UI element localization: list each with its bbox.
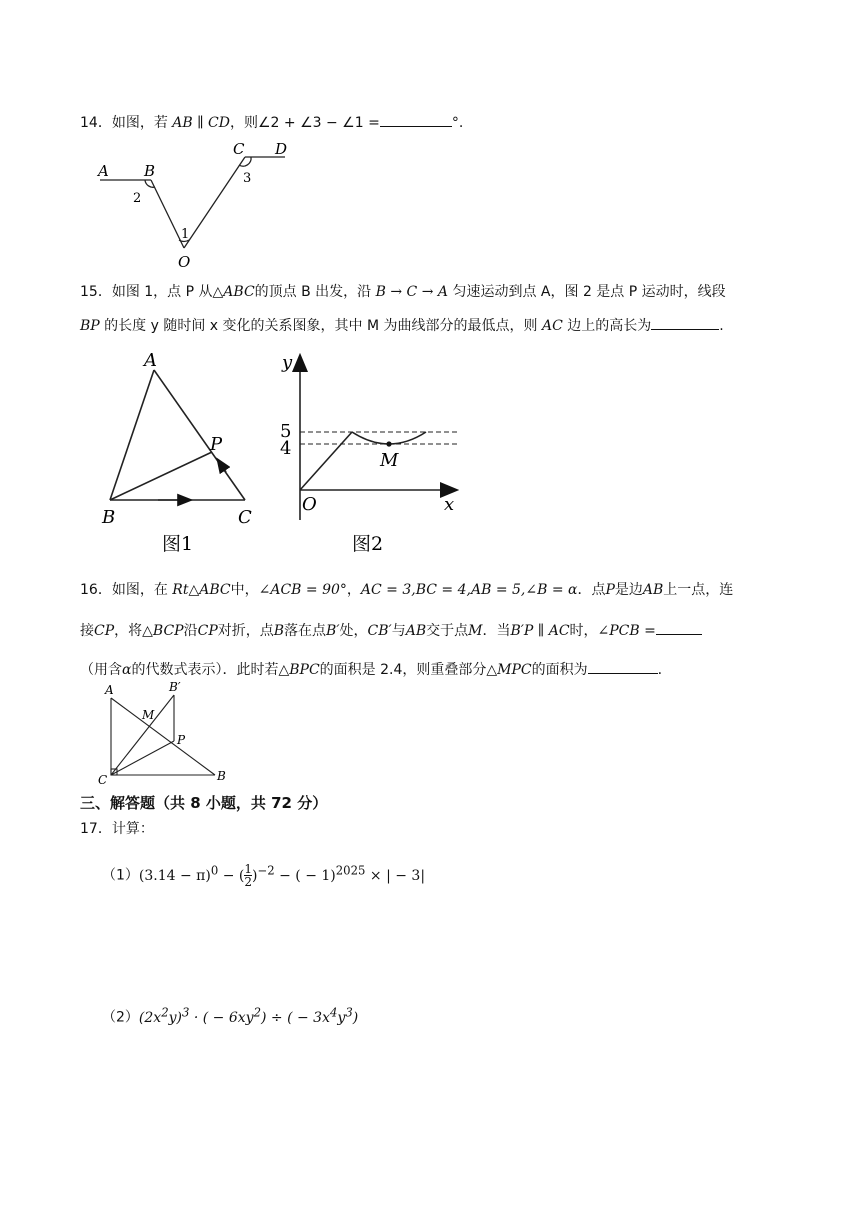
q17-p2-b: y) [168, 1009, 182, 1026]
q15-fig2-point-m [386, 441, 391, 446]
q14-number: 14． [80, 115, 112, 131]
q14-figure [95, 140, 295, 270]
q15-fig1-label-p: P [210, 434, 223, 455]
q17-part-2 [102, 1002, 358, 1028]
q16-l2-cb-prime: CB′ [367, 623, 392, 639]
q15-figure-2 [272, 348, 472, 558]
q16-fig-label-p: P [177, 733, 186, 747]
q15-l2-a: 的长度 y 随时间 x 变化的关系图象，其中 M 为曲线部分的最低点，则 [104, 318, 538, 334]
q16-l1-lengths: AC = 3,BC = 4,AB = 5,∠B = α [360, 582, 578, 598]
q14-label-b: B [144, 162, 156, 180]
q16-l2-ab: AB [405, 623, 427, 639]
q15-l1-path: B → C → A [375, 284, 449, 300]
q17-part-1 [102, 860, 425, 888]
q17-title-text: 计算： [111, 821, 154, 837]
q17-p2-a: (2x [138, 1009, 162, 1026]
q16-l3-mpc: MPC [497, 662, 532, 678]
q15-fig2-caption: 图2 [352, 533, 384, 555]
q15-fig2-label-o: O [302, 494, 317, 515]
q16-fig-label-b-prime: B′ [169, 680, 181, 694]
q15-line-1 [80, 282, 726, 302]
q16-l1-a: 如图，在 [111, 582, 168, 598]
q16-line-3 [80, 659, 662, 680]
q17-p1-a: (3.14 − π) [138, 867, 211, 884]
q17-p2-d: ) ÷ ( − 3x [260, 1009, 330, 1026]
q16-l2-c: 沿 [183, 623, 198, 639]
q14-math-ab-cd: AB ∥ CD [172, 115, 230, 131]
q15-fig1-caption: 图1 [162, 533, 194, 555]
q15-l2-b: 边上的高长为 [567, 318, 652, 334]
q15-l2-end: . [719, 318, 724, 334]
section-3-heading: 三、解答题（共 8 小题，共 72 分） [80, 794, 328, 812]
q15-fig1-label-c: C [238, 507, 252, 528]
q17-p1-exp0: 0 [210, 863, 219, 877]
q16-l2-parallel: B′P ∥ AC [510, 623, 570, 639]
q16-l2-a: 接 [80, 623, 94, 639]
q16-l2-bcp: BCP [152, 623, 184, 639]
q16-fig-label-c: C [98, 773, 108, 787]
q16-l3-alpha: α [122, 662, 132, 678]
q17-p1-expr [138, 862, 426, 890]
q16-l3-b: 的代数式表示）．此时若△ [131, 662, 290, 678]
q16-l3-end: . [657, 662, 663, 678]
q14-angle-2: 2 [133, 191, 142, 206]
q16-l2-f: 处， [339, 623, 368, 639]
q16-l1-e: ．点 [577, 582, 606, 598]
q15-fig2-tick-4: 4 [280, 438, 292, 459]
q17-p1-exp-neg2: −2 [257, 863, 275, 877]
q17-p2-expr [138, 1005, 359, 1026]
q16-l2-m: M [468, 623, 483, 639]
q16-l2-h: 交于点 [426, 623, 469, 639]
q16-fig-label-b: B [217, 769, 226, 783]
q16-answer-blank-1[interactable] [656, 620, 702, 635]
q16-fig-label-a: A [105, 683, 114, 697]
q16-fig-label-m: M [142, 708, 155, 722]
q14-label-o: O [178, 253, 191, 271]
q16-l2-b-prime: B′ [326, 623, 340, 639]
q16-l3-d: 的面积为 [531, 662, 588, 678]
q17-p2-c: · ( − 6xy [189, 1009, 254, 1026]
q16-answer-blank-2[interactable] [588, 659, 658, 674]
q16-l2-i: ．当 [482, 623, 511, 639]
q14-end: °. [451, 115, 464, 131]
q16-l3-a: （用含 [80, 662, 122, 678]
q17-title [80, 819, 154, 839]
q16-l2-cp2: CP [197, 623, 218, 639]
q16-l1-d: ， [346, 582, 361, 598]
q17-p1-exp2025: 2025 [335, 863, 366, 877]
q17-p1-frac-den: 2 [244, 875, 253, 890]
q16-l1-b: △ [188, 582, 200, 598]
q17-p1-fraction [244, 863, 252, 888]
q16-l2-g: 与 [391, 623, 406, 639]
q14-angle-1: 1 [181, 227, 190, 242]
q15-l2-bp: BP [80, 318, 100, 334]
q16-l1-g: 上一点，连 [663, 582, 734, 598]
q17-p2-label: （2） [102, 1009, 139, 1026]
q14-text-b: ，则∠2 + ∠3 − ∠1 = [229, 115, 380, 131]
q16-l2-j: 时， [569, 623, 598, 639]
q17-number: 17． [80, 821, 112, 837]
q15-fig2-tick-5: 5 [280, 421, 292, 442]
q16-l3-c: 的面积是 2.4，则重叠部分△ [319, 662, 498, 678]
q14-angle-3: 3 [243, 171, 252, 186]
q15-fig2-label-x: x [444, 494, 455, 515]
q16-l2-b-point: B [273, 623, 285, 639]
q14-text [80, 112, 463, 133]
q17-p1-e: × | − 3| [365, 867, 426, 884]
q15-fig1-label-b: B [102, 507, 116, 528]
q15-l2-ac: AC [541, 318, 563, 334]
q17-p1-label: （1） [102, 867, 139, 884]
q16-l1-c: 中， [230, 582, 259, 598]
q14-label-d: D [275, 140, 288, 158]
q16-l1-angle: ∠ACB = 90° [258, 582, 347, 598]
q15-fig1-label-a: A [144, 350, 157, 371]
q15-l1-b: 的顶点 B 出发，沿 [254, 284, 372, 300]
q16-l2-pcb: ∠PCB = [597, 623, 656, 639]
q17-p2-e5: 3 [345, 1005, 353, 1019]
q17-p2-e1: 2 [161, 1005, 169, 1019]
q16-l1-f: 是边 [614, 582, 643, 598]
q17-p2-f: y [337, 1009, 346, 1026]
q16-l2-cp: CP [94, 623, 115, 639]
q16-l2-e: 落在点 [284, 623, 327, 639]
q17-p2-e4: 4 [329, 1005, 338, 1019]
q16-l2-d: 对折，点 [217, 623, 274, 639]
q15-l1-c: 匀速运动到点 A，图 2 是点 P 运动时，线段 [452, 284, 726, 300]
q16-l3-bpc: BPC [289, 662, 320, 678]
q16-number: 16． [80, 582, 112, 598]
q15-l1-abc: ABC [223, 284, 255, 300]
q16-l1-ab: AB [642, 582, 664, 598]
q16-figure [94, 678, 244, 788]
q17-p2-g: ) [352, 1009, 359, 1026]
q16-l1-p: P [605, 582, 615, 598]
q17-p1-d: − ( − 1) [274, 867, 336, 884]
q15-line-2 [80, 315, 724, 336]
q14-label-a: A [98, 162, 109, 180]
q16-l2-b: ，将△ [114, 623, 153, 639]
q15-answer-blank[interactable] [651, 315, 719, 330]
q14-answer-blank[interactable] [380, 112, 452, 127]
q17-p1-frac-num: 1 [244, 862, 253, 877]
q15-figure-1 [98, 348, 268, 558]
q14-text-a: 如图，若 [111, 115, 168, 131]
q17-p1-b: − ( [218, 867, 245, 884]
q14-label-c: C [233, 140, 245, 158]
q16-line-1 [80, 580, 733, 600]
q16-line-2 [80, 620, 702, 641]
q16-l1-abc: ABC [199, 582, 231, 598]
q17-p2-e3: 2 [253, 1005, 261, 1019]
q15-fig2-label-m: M [380, 450, 399, 471]
q17-p2-e2: 3 [181, 1005, 190, 1019]
q15-number: 15． [80, 284, 112, 300]
q15-fig2-label-y: y [282, 352, 293, 373]
q15-l1-a: 如图 1，点 P 从△ [111, 284, 224, 300]
q16-l1-rt: Rt [172, 582, 189, 598]
q17-p1-c: ) [252, 867, 258, 884]
